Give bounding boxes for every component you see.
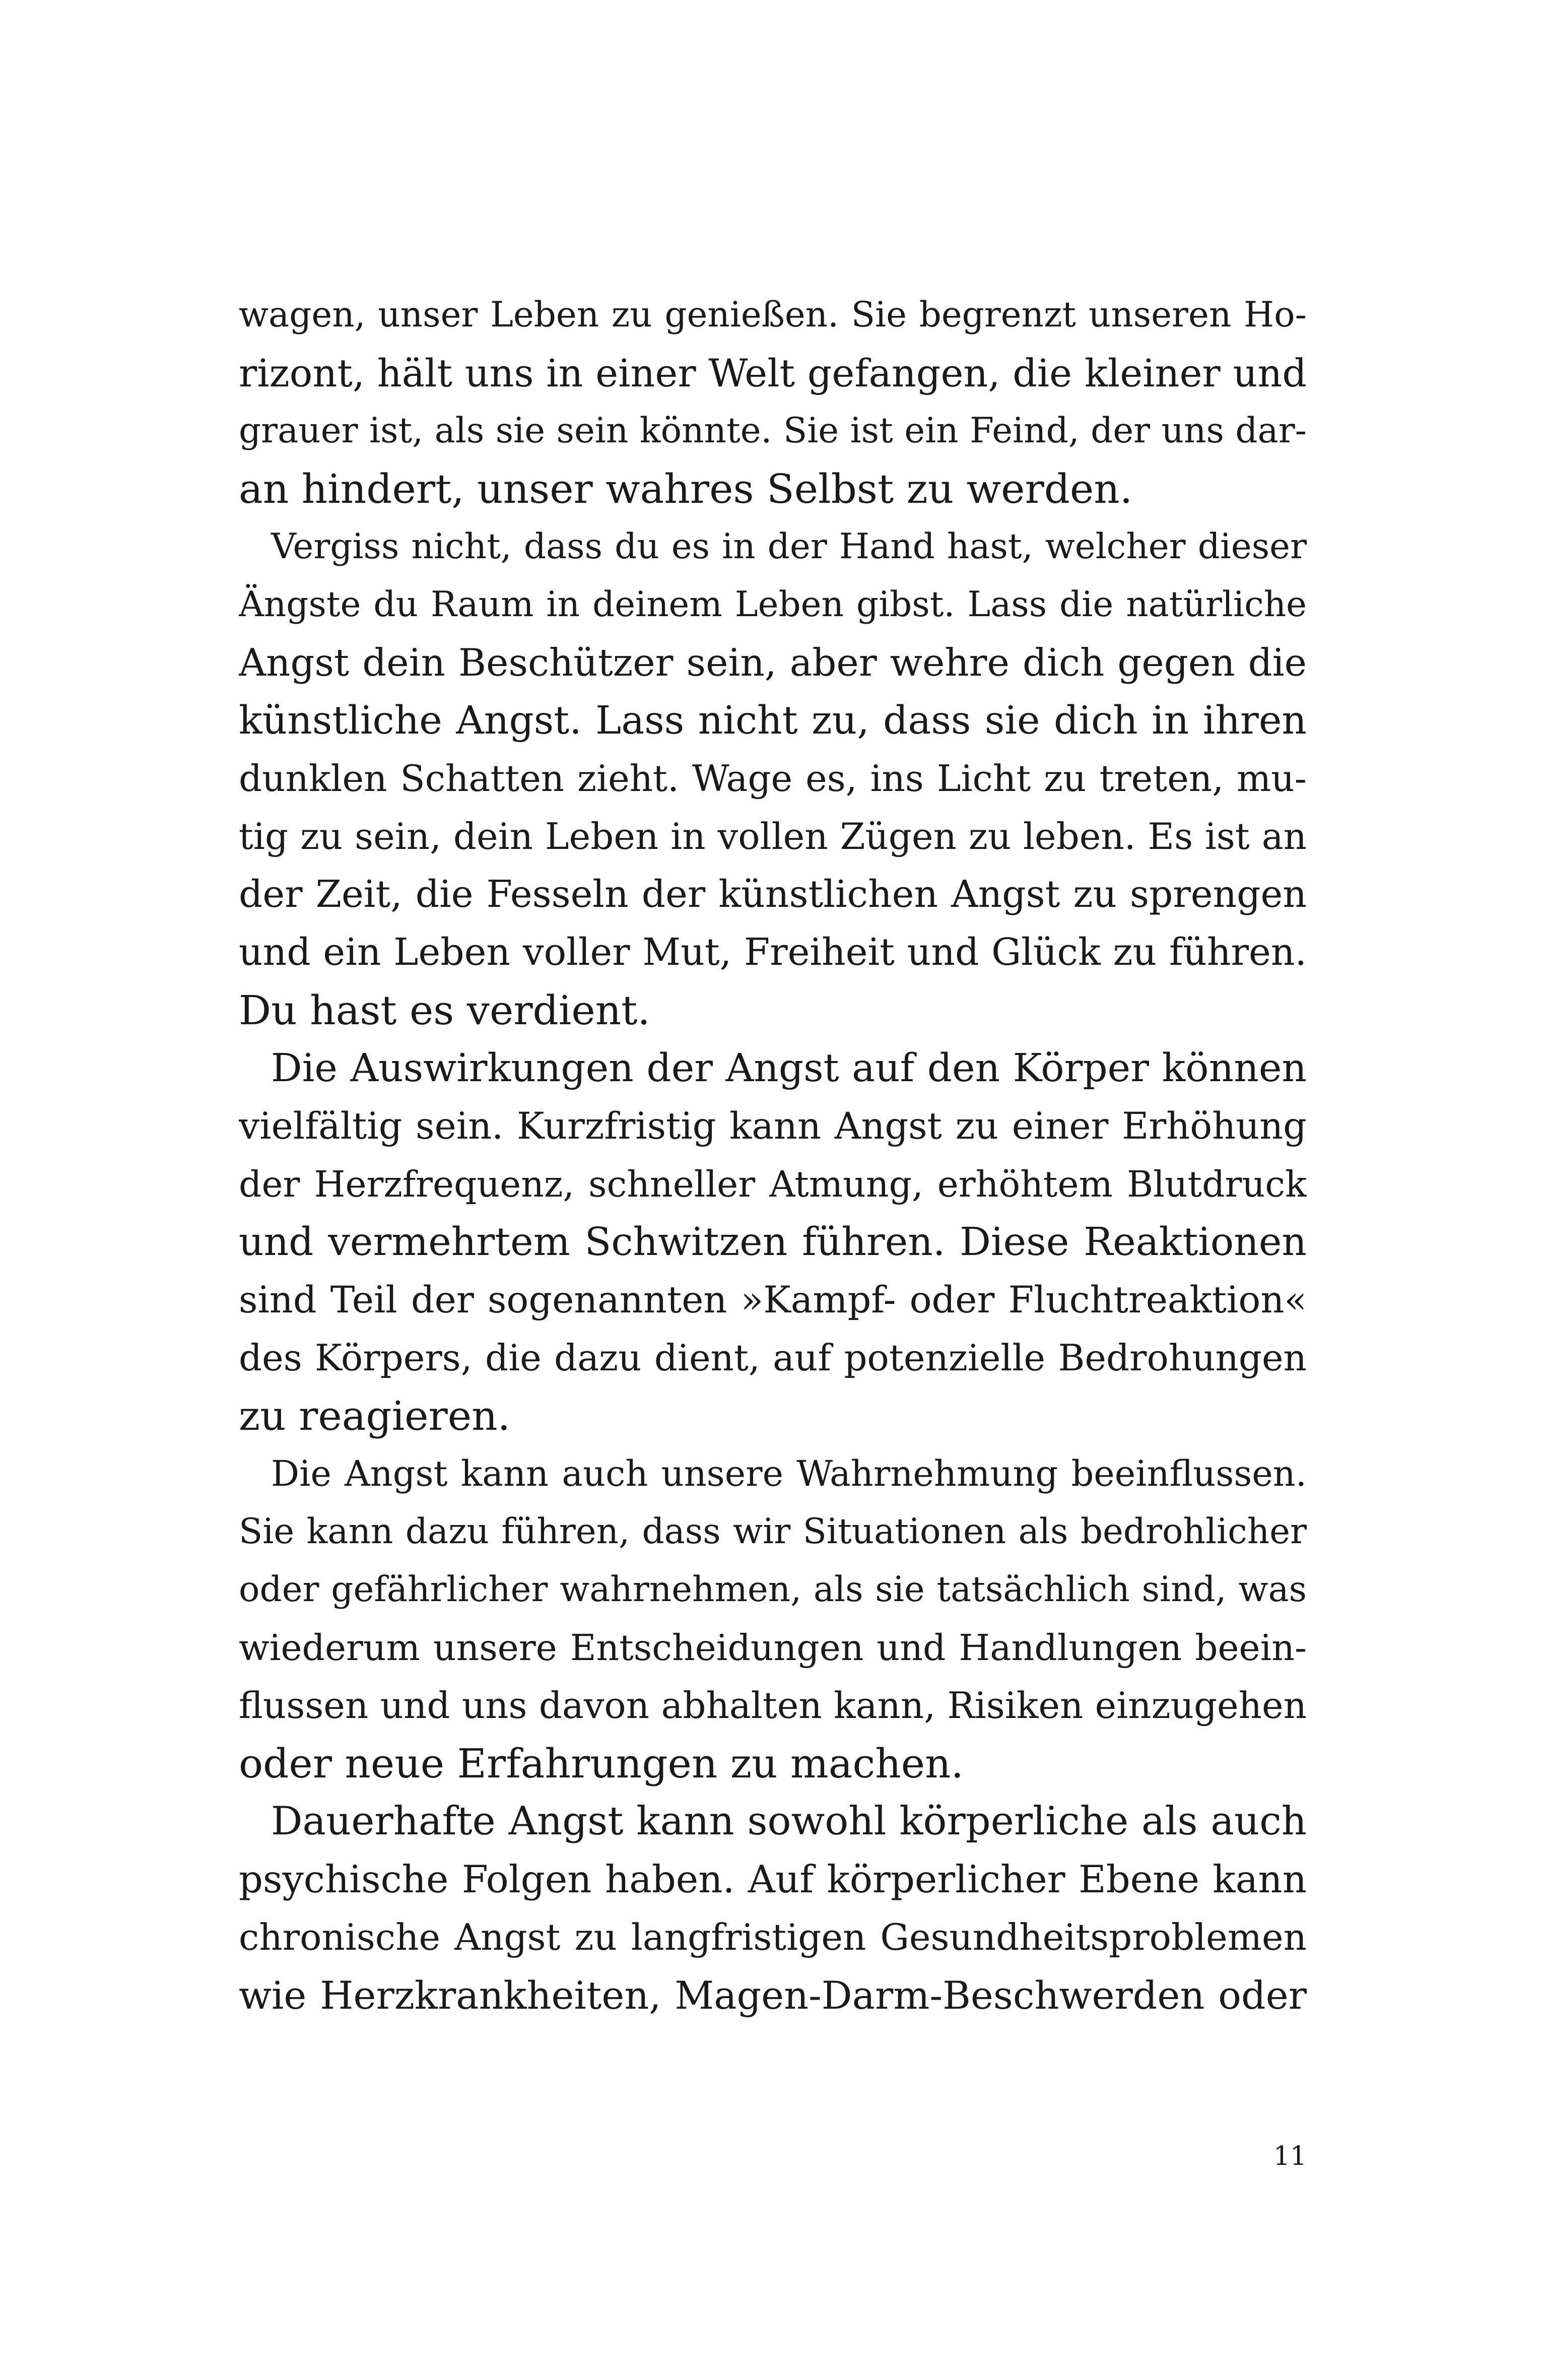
- paragraph: [239, 518, 1307, 1039]
- text-line: Dauerhafte Angst kann sowohl körperliche als auch: [271, 1799, 1307, 1844]
- text-line: chronische Angst zu langfristigen Gesundheitsproblemen: [239, 1916, 1307, 1958]
- text-line: Du hast es verdient.: [239, 987, 650, 1034]
- text-line: Die Angst kann auch unsere Wahrnehmung beeinflussen.: [271, 1453, 1307, 1494]
- paragraph: [239, 1445, 1307, 1793]
- text-line: rizont, hält uns in einer Welt gefangen, die kleiner und: [239, 351, 1307, 395]
- text-line: grauer ist, als sie sein könnte. Sie ist ein Feind, der uns dar-: [239, 411, 1307, 451]
- text-line: Angst dein Beschützer sein, aber wehre dich gegen die: [239, 640, 1307, 685]
- text-line: wagen, unser Leben zu genießen. Sie begrenzt unseren Ho-: [239, 295, 1307, 335]
- text-line: der Herzfrequenz, schneller Atmung, erhöhtem Blutdruck: [239, 1163, 1307, 1205]
- text-line: psychische Folgen haben. Auf körperlicher Ebene kann: [239, 1857, 1307, 1901]
- text-line: oder neue Erfahrungen zu machen.: [239, 1740, 964, 1787]
- paragraph: [239, 1039, 1307, 1445]
- text-line: Sie kann dazu führen, dass wir Situationen als bedrohlicher: [239, 1511, 1307, 1552]
- text-line: wie Herzkrankheiten, Magen-Darm-Beschwerden oder: [239, 1973, 1307, 2018]
- text-line: flussen und uns davon abhalten kann, Risiken einzugehen: [239, 1684, 1307, 1727]
- paragraph: [239, 286, 1307, 518]
- text-line: dunklen Schatten zieht. Wage es, ins Licht zu treten, mu-: [239, 757, 1307, 800]
- text-line: und vermehrtem Schwitzen führen. Diese Reaktionen: [239, 1220, 1307, 1265]
- text-line: des Körpers, die dazu dient, auf potenzielle Bedrohungen: [239, 1337, 1307, 1379]
- body-text: [239, 286, 1307, 2024]
- page-number: 11: [1273, 2141, 1307, 2171]
- text-line: sind Teil der sogenannten »Kampf- oder Fluchtreaktion«: [239, 1279, 1307, 1321]
- text-line: der Zeit, die Fesseln der künstlichen Angst zu sprengen: [239, 873, 1307, 916]
- text-line: tig zu sein, dein Leben in vollen Zügen zu leben. Es ist an: [239, 815, 1307, 857]
- text-line: wiederum unsere Entscheidungen und Handlungen beein-: [239, 1627, 1307, 1669]
- text-line: vielfältig sein. Kurzfristig kann Angst zu einer Erhöhung: [239, 1105, 1307, 1148]
- text-line: künstliche Angst. Lass nicht zu, dass sie dich in ihren: [239, 698, 1307, 743]
- paragraph: [239, 1793, 1307, 2024]
- text-line: Vergiss nicht, dass du es in der Hand hast, welcher dieser: [271, 526, 1307, 567]
- text-line: zu reagieren.: [239, 1393, 511, 1439]
- text-line: und ein Leben voller Mut, Freiheit und Glück zu führen.: [239, 931, 1307, 974]
- text-line: an hindert, unser wahres Selbst zu werden.: [239, 466, 1133, 512]
- text-line: Ängste du Raum in deinem Leben gibst. Lass die natürliche: [239, 584, 1307, 625]
- text-line: oder gefährlicher wahrnehmen, als sie tatsächlich sind, was: [239, 1569, 1307, 1610]
- text-line: Die Auswirkungen der Angst auf den Körper können: [271, 1046, 1307, 1091]
